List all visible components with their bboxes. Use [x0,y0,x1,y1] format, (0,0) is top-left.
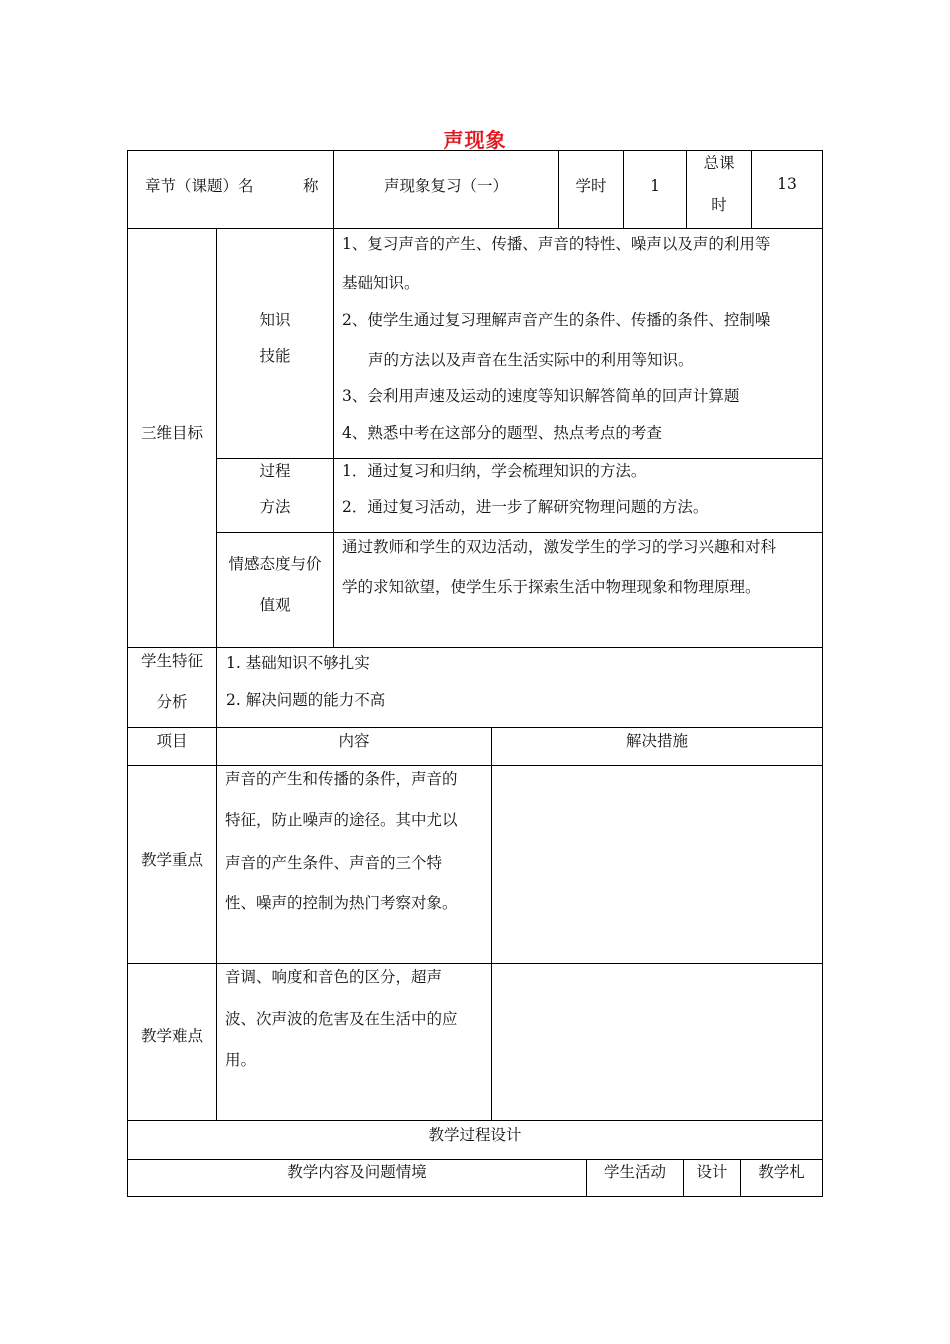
chapter-label-tail: 称 [303,177,319,195]
process-design-activity: 学生活动 [603,1163,666,1181]
students-item: 1. 基础知识不够扎实 [226,654,370,672]
process-line: 1．通过复习和归纳，学会梳理知识的方法。 [342,462,647,480]
knowledge-label-1: 知识 [259,311,291,329]
total-hours-value: 13 [777,175,797,193]
difficulty-line: 波、次声波的危害及在生活中的应 [225,1010,458,1028]
col-item: 项目 [156,732,188,750]
col-solution: 解决措施 [625,732,688,750]
knowledge-line: 3、会利用声速及运动的速度等知识解答简单的回声计算题 [342,387,740,405]
process-label-1: 过程 [259,462,291,480]
students-item: 2. 解决问题的能力不高 [226,691,386,709]
knowledge-line: 4、熟悉中考在这部分的题型、热点考点的考查 [342,424,662,442]
emotion-label-2: 值观 [259,596,291,614]
total-hours-label-1: 总课 [703,154,735,172]
process-design-content: 教学内容及问题情境 [287,1163,427,1181]
knowledge-label-2: 技能 [259,347,291,365]
difficulty-solution-cell [491,963,823,1121]
knowledge-label-cell [216,228,334,459]
col-content: 内容 [338,732,370,750]
knowledge-line: 声的方法以及声音在生活实际中的利用等知识。 [368,351,694,369]
chapter-label: 章节（课题）名 [145,177,254,195]
page-title: 声现象 [443,128,507,152]
process-label-2: 方法 [259,498,291,516]
students-label-2: 分析 [156,693,188,711]
key-point-line: 声音的产生和传播的条件，声音的 [225,770,458,788]
difficulty-line: 用。 [225,1051,257,1069]
key-point-line: 性、噪声的控制为热门考察对象。 [225,894,458,912]
process-design-teacher: 教学札 [758,1163,805,1181]
emotion-label-cell [216,532,334,648]
knowledge-line: 1、复习声音的产生、传播、声音的特性、噪声以及声的利用等 [342,235,771,253]
process-design-title: 教学过程设计 [428,1126,522,1144]
key-point-label: 教学重点 [140,851,203,869]
total-hours-label-2: 时 [711,196,727,214]
students-label-1: 学生特征 [140,652,203,670]
emotion-line: 通过教师和学生的双边活动，激发学生的学习的学习兴趣和对科 [342,538,777,556]
process-design-design: 设计 [696,1163,728,1181]
hours-label: 学时 [575,177,607,195]
goals-label: 三维目标 [140,424,203,442]
emotion-label-1: 情感态度与价 [228,555,322,573]
difficulty-label: 教学难点 [140,1027,203,1045]
emotion-line: 学的求知欲望，使学生乐于探索生活中物理现象和物理原理。 [342,578,761,596]
difficulty-line: 音调、响度和音色的区分，超声 [225,968,443,986]
key-point-solution-cell [491,765,823,964]
key-point-line: 声音的产生条件、声音的三个特 [225,854,443,872]
knowledge-line: 2、使学生通过复习理解声音产生的条件、传播的条件、控制噪 [342,311,771,329]
hours-value: 1 [650,177,660,195]
process-line: 2．通过复习活动，进一步了解研究物理问题的方法。 [342,498,709,516]
key-point-line: 特征，防止噪声的途径。其中尤以 [225,811,458,829]
knowledge-line: 基础知识。 [342,274,420,292]
topic: 声现象复习（一） [383,177,508,195]
